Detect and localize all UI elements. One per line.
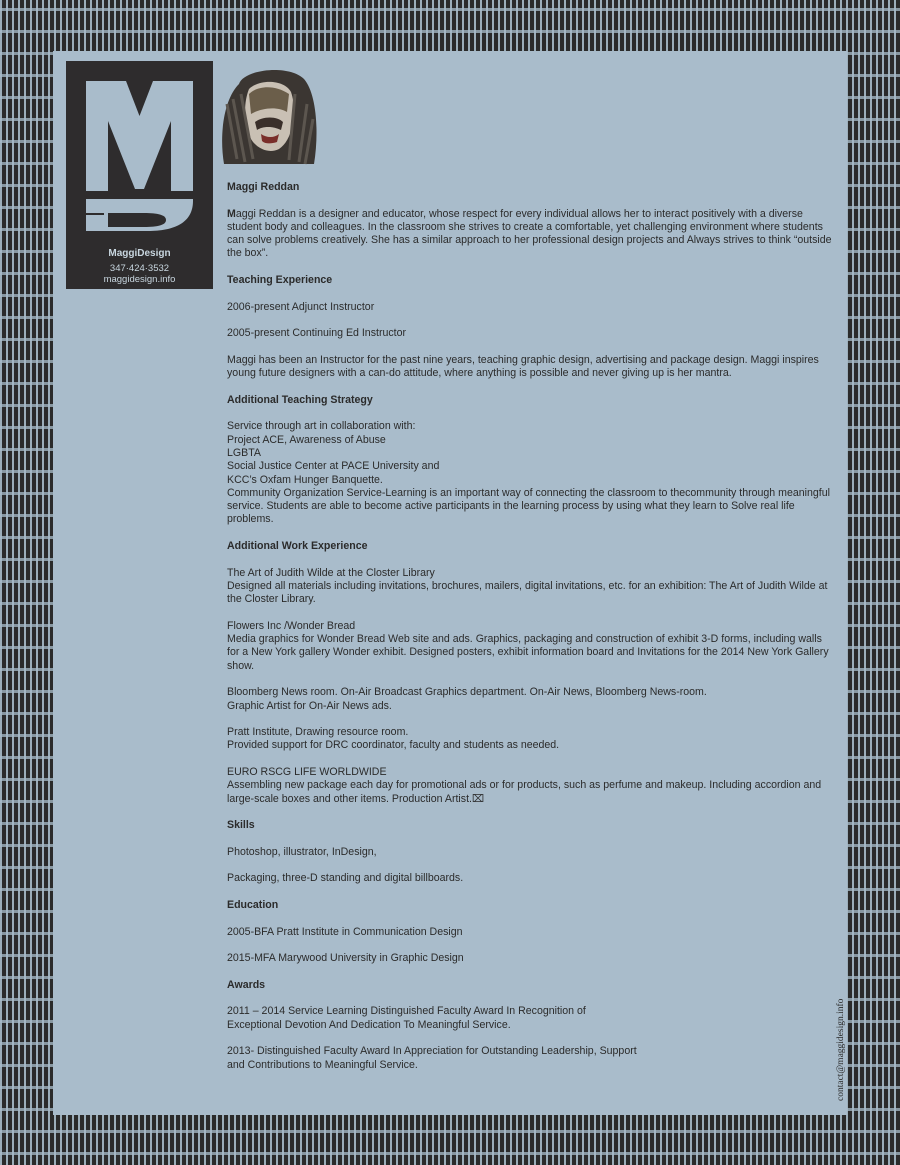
logo-website: maggidesign.info — [103, 274, 176, 285]
job-description: Assembling new package each day for promotional ads or for products, such as perfume and makeup. Including accordion and large-scale boxes and other items. Production Artist.⌧ — [227, 779, 822, 805]
education-heading: Education — [227, 899, 279, 912]
strategy-line: LGBTA — [227, 446, 261, 459]
portrait-illustration — [219, 64, 319, 169]
work-heading: Additional Work Experience — [227, 540, 368, 553]
md-monogram-icon — [86, 81, 193, 231]
strategy-line: KCC’s Oxfam Hunger Banquette. — [227, 473, 383, 486]
strategy-line: Social Justice Center at PACE University and — [227, 460, 440, 473]
skills-heading: Skills — [227, 819, 255, 832]
contact-email-vertical: contact@maggidesign.info — [836, 998, 846, 1101]
intro-text: aggi Reddan is a designer and educator, whose respect for every individual allows her to interact positively with a diverse student body and colleagues. In the classroom she strives to create a comfortable, yet challenging environment where students can solve problems creatively. She has a similar approach to her professional design projects and Always strives to think “outside the box”. — [227, 207, 832, 260]
awards-heading: Awards — [227, 978, 266, 991]
job-title: Pratt Institute, Drawing resource room. — [227, 726, 409, 739]
resume-content — [227, 181, 832, 1072]
job-title: Flowers Inc /Wonder Bread — [227, 619, 356, 632]
resume-name: Maggi Reddan — [227, 181, 300, 193]
logo-brand-name: MaggiDesign — [108, 248, 171, 259]
job-title: Bloomberg News room. On-Air Broadcast Graphics department. On-Air News, Bloomberg News-room. — [227, 686, 707, 699]
intro-paragraph — [227, 208, 832, 261]
logo-phone: 347·424·3532 — [109, 263, 170, 274]
education-item: 2015-MFA Marywood University in Graphic Design — [227, 952, 464, 965]
skills-item: Photoshop, illustrator, InDesign, — [227, 845, 377, 858]
strategy-paragraph: Community Organization Service-Learning is an important way of connecting the classroom to thecommunity through meaningful service. Students are able to become active participants in the learning process by using what they learn to Solve real life problems. — [227, 486, 830, 526]
award-line: 2011 – 2014 Service Learning Distinguished Faculty Award In Recognition of — [227, 1005, 586, 1018]
strategy-line: Project ACE, Awareness of Abuse — [227, 433, 386, 446]
skills-item: Packaging, three-D standing and digital billboards. — [227, 872, 464, 885]
intro-dropcap: M — [227, 207, 236, 220]
job-title: The Art of Judith Wilde at the Closter Library — [227, 566, 435, 579]
job-description: Provided support for DRC coordinator, faculty and students as needed. — [227, 739, 560, 752]
teaching-item: 2006-present Adjunct Instructor — [227, 300, 375, 313]
job-description: Graphic Artist for On-Air News ads. — [227, 699, 392, 712]
strategy-line: Service through art in collaboration with: — [227, 420, 416, 433]
award-line: and Contributions to Meaningful Service. — [227, 1058, 418, 1071]
strategy-heading: Additional Teaching Strategy — [227, 393, 373, 406]
resume-panel — [53, 51, 847, 1115]
award-line: Exceptional Devotion And Dedication To Meaningful Service. — [227, 1018, 511, 1031]
job-title: EURO RSCG LIFE WORLDWIDE — [227, 766, 387, 779]
job-description: Designed all materials including invitations, brochures, mailers, digital invitations, etc. for an exhibition: The Art of Judith Wilde at the Closter Library. — [227, 579, 828, 606]
education-item: 2005-BFA Pratt Institute in Communication Design — [227, 925, 463, 938]
award-line: 2013- Distinguished Faculty Award In Appreciation for Outstanding Leadership, Support — [227, 1045, 637, 1058]
teaching-heading: Teaching Experience — [227, 274, 333, 287]
teaching-item: 2005-present Continuing Ed Instructor — [227, 327, 407, 340]
teaching-summary: Maggi has been an Instructor for the past nine years, teaching graphic design, advertising and package design. Maggi inspires young future designers with a can-do attitude, where anything is possible and never giving up is her mantra. — [227, 353, 819, 380]
job-description: Media graphics for Wonder Bread Web site and ads. Graphics, packaging and construction of exhibit 3-D forms, including walls for a New York gallery Wonder exhibit. Designed posters, exhibit information board and Invitations for the 2014 New York Gallery show. — [227, 633, 829, 672]
maggidesign-logo — [66, 61, 213, 289]
